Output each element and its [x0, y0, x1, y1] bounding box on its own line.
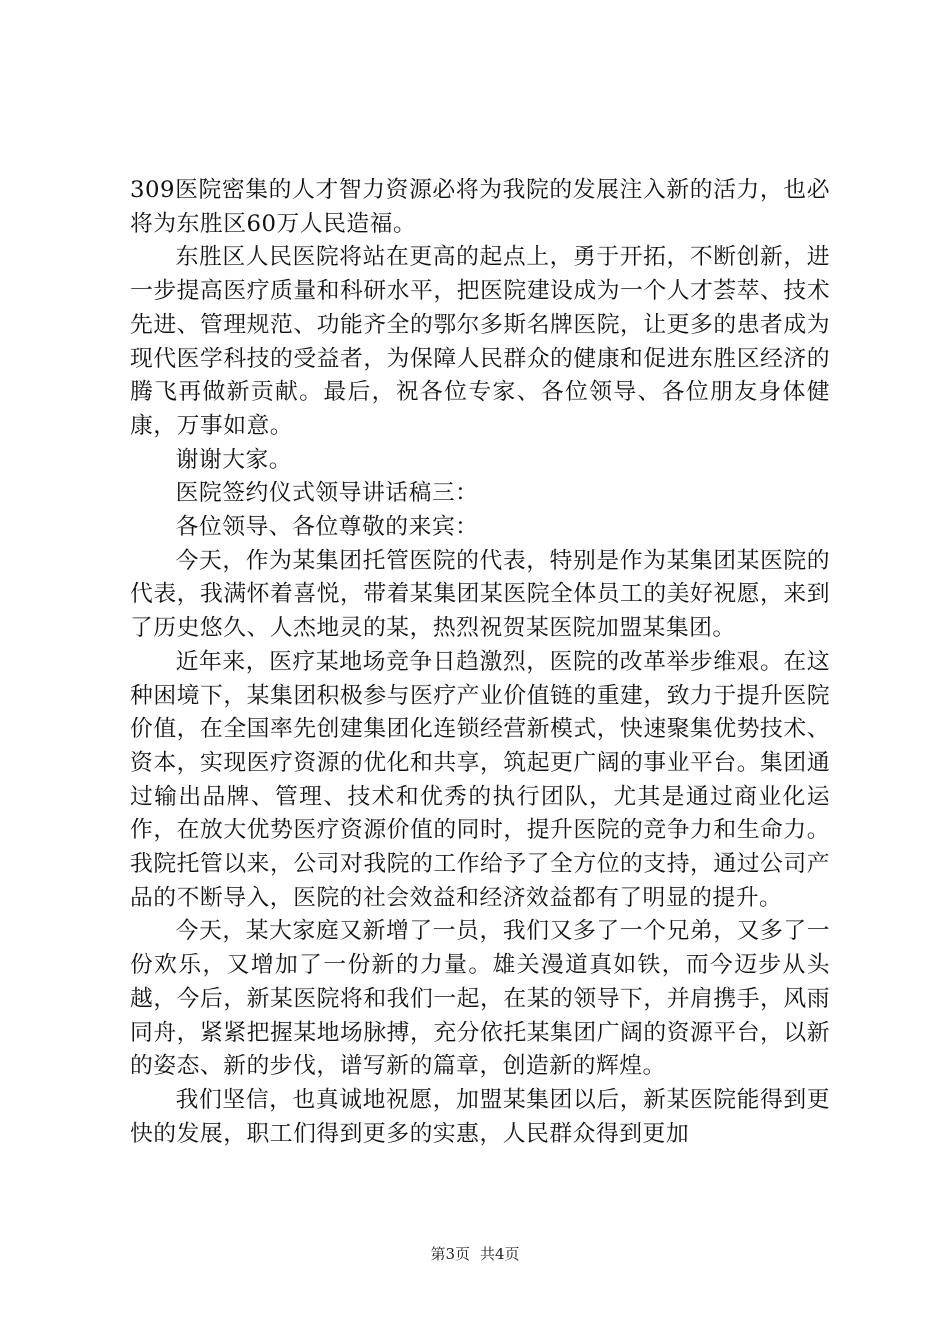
paragraph-9: 我们坚信，也真诚地祝愿，加盟某集团以后，新某医院能得到更快的发展，职工们得到更多的实惠，人民群众得到更加: [130, 1086, 830, 1147]
paragraph-6: 今天，作为某集团托管医院的代表，特别是作为某集团某医院的代表，我满怀着喜悦，带着某集团某医院全体员工的美好祝愿，来到了历史悠久、人杰地灵的某，热烈祝贺某医院加盟某集团。: [130, 547, 830, 642]
salutation: 各位领导、各位尊敬的来宾：: [175, 514, 479, 541]
page-total: 共4页: [480, 1245, 520, 1263]
section-heading: 医院签约仪式领导讲话稿三：: [175, 480, 479, 507]
page-number: 第3页: [430, 1245, 470, 1263]
document-body: [130, 174, 830, 1151]
paragraph-7: 近年来，医疗某地场竞争日趋激烈，医院的改革举步维艰。在这种困境下，某集团积极参与医疗产业价值链的重建，致力于提升医院价值，在全国率先创建集团化连锁经营新模式，快速聚集优势技术、资本，实现医疗资源的优化和共享，筑起更广阔的事业平台。集团通过输出品牌、管理、技术和优秀的执行团队，尤其是通过商业化运作，在放大优势医疗资源价值的同时，提升医院的竞争力和生命力。我院托管以来，公司对我院的工作给予了全方位的支持，通过公司产品的不断导入，医院的社会效益和经济效益都有了明显的提升。: [130, 648, 830, 911]
page-footer: [0, 1244, 950, 1264]
paragraph-1: 309医院密集的人才智力资源必将为我院的发展注入新的活力，也必将为东胜区60万人民造福。: [130, 177, 830, 237]
paragraph-2: 东胜区人民医院将站在更高的起点上，勇于开拓，不断创新，进一步提高医疗质量和科研水平，把医院建设成为一个人才荟萃、技术先进、管理规范、功能齐全的鄂尔多斯名牌医院，让更多的患者成为现代医学科技的受益者，为保障人民群众的健康和促进东胜区经济的腾飞再做新贡献。最后，祝各位专家、各位领导、各位朋友身体健康，万事如意。: [130, 244, 830, 439]
paragraph-3: 谢谢大家。: [175, 446, 293, 473]
paragraph-8: 今天，某大家庭又新增了一员，我们又多了一个兄弟，又多了一份欢乐，又增加了一份新的力量。雄关漫道真如铁，而今迈步从头越，今后，新某医院将和我们一起，在某的领导下，并肩携手，风雨同舟，紧紧把握某地场脉搏，充分依托某集团广阔的资源平台，以新的姿态、新的步伐，谱写新的篇章，创造新的辉煌。: [130, 918, 830, 1080]
